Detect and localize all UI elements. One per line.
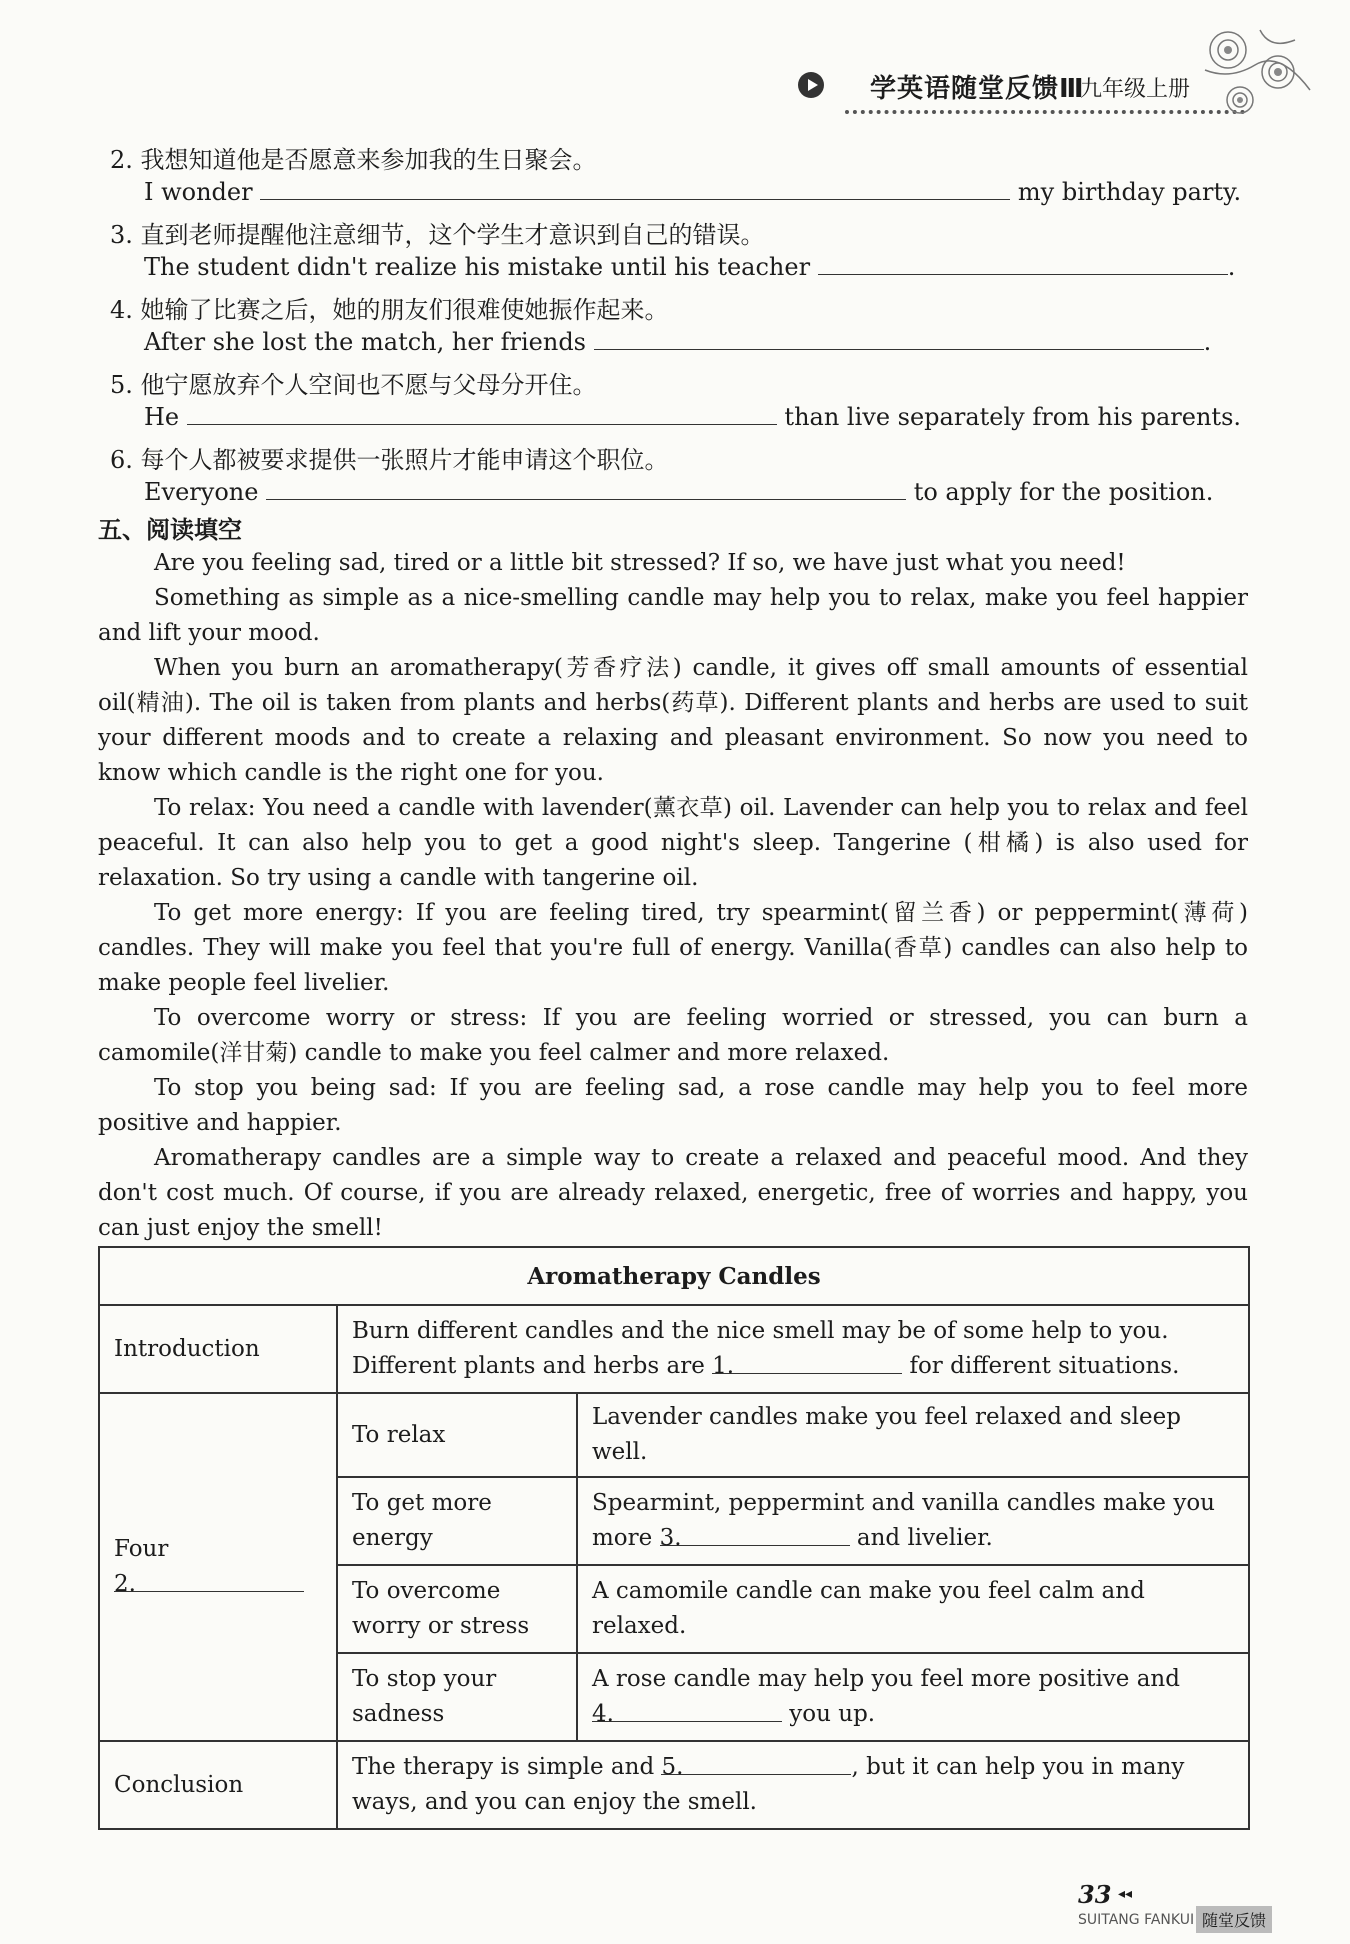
answer-blank-3[interactable]	[659, 1521, 850, 1551]
flower-decoration-icon	[1200, 20, 1320, 120]
row-label: To stop your sadness	[337, 1653, 577, 1741]
footer-badge: 随堂反馈	[1196, 1906, 1272, 1933]
answer-blank-2[interactable]	[114, 1567, 304, 1597]
footer-arrows-icon: ◂◂	[1118, 1886, 1133, 1902]
row-label: To relax	[337, 1393, 577, 1477]
sentence-suffix: to apply for the position.	[913, 478, 1214, 506]
header-dotted-rule	[845, 110, 1245, 114]
row-content: Lavender candles make you feel relaxed and sleep well.	[577, 1393, 1249, 1477]
page-number: 33	[1078, 1880, 1112, 1909]
blank-number: 3.	[659, 1525, 682, 1551]
section-title: 五、阅读填空	[98, 516, 242, 544]
item-number: 3.	[110, 221, 133, 249]
answer-blank[interactable]	[266, 477, 906, 500]
sentence-suffix: my birthday party.	[1017, 178, 1242, 206]
item-6-english	[144, 477, 1213, 506]
text: Different plants and herbs are	[352, 1353, 713, 1379]
text: Spearmint, peppermint and vanilla candles make you more	[592, 1490, 1215, 1551]
conclusion-label: Conclusion	[99, 1741, 337, 1829]
blank-number: 5.	[661, 1754, 684, 1780]
answer-blank[interactable]	[187, 402, 777, 425]
four-label: Four	[114, 1536, 169, 1562]
table-title: Aromatherapy Candles	[99, 1247, 1249, 1305]
text: for different situations.	[902, 1353, 1180, 1379]
item-number: 4.	[110, 296, 133, 324]
answer-blank-5[interactable]	[661, 1750, 851, 1780]
sentence-prefix: The student didn't realize his mistake until his teacher	[144, 253, 811, 281]
item-2-english	[144, 177, 1241, 206]
row-label: To get more energy	[337, 1477, 577, 1565]
item-6-chinese	[110, 440, 669, 475]
item-5-chinese	[110, 365, 597, 400]
passage-paragraph: To relax: You need a candle with lavender(薰衣草) oil. Lavender can help you to relax and feel peaceful. It can also help you to get a good night's sleep. Tangerine (柑橘) is also used for relaxation. So try using a candle with tangerine oil.	[98, 795, 1248, 891]
chinese-sentence: 我想知道他是否愿意来参加我的生日聚会。	[140, 146, 597, 174]
intro-line	[352, 1349, 1234, 1384]
passage-paragraph: When you burn an aromatherapy(芳香疗法) candle, it gives off small amounts of essential oil(精油). The oil is taken from plants and herbs(药草). Different plants and herbs are used to suit your different moods and to create a relaxing and pleasant environment. So now you need to know which candle is the right one for you.	[98, 655, 1248, 786]
item-number: 2.	[110, 146, 133, 174]
book-subtitle: 九年级上册	[1080, 77, 1191, 102]
item-number: 5.	[110, 371, 133, 399]
answer-blank-4[interactable]	[592, 1697, 782, 1727]
blank-number: 4.	[592, 1701, 614, 1727]
row-content	[577, 1477, 1249, 1565]
sentence-prefix: After she lost the match, her friends	[144, 328, 586, 356]
item-5-english	[144, 402, 1241, 431]
intro-content	[337, 1305, 1249, 1393]
sentence-suffix: .	[1227, 253, 1236, 281]
answer-blank[interactable]	[818, 252, 1228, 275]
answer-blank[interactable]	[260, 177, 1010, 200]
sentence-prefix: Everyone	[144, 478, 259, 506]
page-header	[780, 62, 1260, 122]
item-2-chinese	[110, 140, 597, 175]
answer-blank-1[interactable]	[712, 1349, 902, 1379]
four-label-cell	[99, 1393, 337, 1741]
book-title: 学英语随堂反馈Ⅲ	[870, 74, 1085, 104]
play-icon	[798, 72, 824, 98]
item-4-chinese	[110, 290, 669, 325]
item-number: 6.	[110, 446, 133, 474]
passage-paragraph: Something as simple as a nice-smelling candle may help you to relax, make you feel happier and lift your mood.	[98, 585, 1248, 646]
chinese-sentence: 直到老师提醒他注意细节，这个学生才意识到自己的错误。	[140, 221, 765, 249]
text: and livelier.	[849, 1525, 993, 1551]
row-content: A camomile candle can make you feel calm and relaxed.	[577, 1565, 1249, 1653]
passage-paragraph: Aromatherapy candles are a simple way to create a relaxed and peaceful mood. And they don't cost much. Of course, if you are already relaxed, energetic, free of worries and happy, you can just enjoy the smell!	[98, 1145, 1248, 1241]
passage-paragraph: To overcome worry or stress: If you are feeling worried or stressed, you can burn a camomile(洋甘菊) candle to make you feel calmer and more relaxed.	[98, 1005, 1248, 1066]
item-3-english	[144, 252, 1235, 281]
aromatherapy-table	[98, 1246, 1250, 1830]
blank-number: 1.	[712, 1353, 735, 1379]
passage-paragraph: To get more energy: If you are feeling tired, try spearmint(留兰香) or peppermint(薄荷) candles. They will make you feel that you're full of energy. Vanilla(香草) candles can also help to make people feel livelier.	[98, 900, 1248, 996]
row-content	[577, 1653, 1249, 1741]
sentence-prefix: He	[144, 403, 180, 431]
chinese-sentence: 每个人都被要求提供一张照片才能申请这个职位。	[140, 446, 669, 474]
item-3-chinese	[110, 215, 765, 250]
row-label: To overcome worry or stress	[337, 1565, 577, 1653]
reading-passage	[98, 546, 1248, 1246]
sentence-suffix: than live separately from his parents.	[784, 403, 1242, 431]
blank-number: 2.	[114, 1571, 136, 1597]
intro-line: Burn different candles and the nice smell may be of some help to you.	[352, 1318, 1169, 1344]
chinese-sentence: 她输了比赛之后，她的朋友们很难使她振作起来。	[140, 296, 669, 324]
text: A rose candle may help you feel more positive and	[592, 1666, 1180, 1692]
intro-label: Introduction	[99, 1305, 337, 1393]
answer-blank[interactable]	[594, 327, 1204, 350]
sentence-suffix: .	[1203, 328, 1212, 356]
sentence-prefix: I wonder	[144, 178, 253, 206]
passage-paragraph: To stop you being sad: If you are feeling sad, a rose candle may help you to feel more positive and happier.	[98, 1075, 1248, 1136]
footer-brand: SUITANG FANKUI	[1078, 1912, 1195, 1928]
passage-paragraph: Are you feeling sad, tired or a little bit stressed? If so, we have just what you need!	[154, 550, 1126, 576]
conclusion-content	[337, 1741, 1249, 1829]
item-4-english	[144, 327, 1211, 356]
text: , but it can help you in many ways, and you can enjoy the smell.	[352, 1754, 1185, 1815]
text: you up.	[782, 1701, 876, 1727]
chinese-sentence: 他宁愿放弃个人空间也不愿与父母分开住。	[140, 371, 597, 399]
text: The therapy is simple and	[352, 1754, 662, 1780]
